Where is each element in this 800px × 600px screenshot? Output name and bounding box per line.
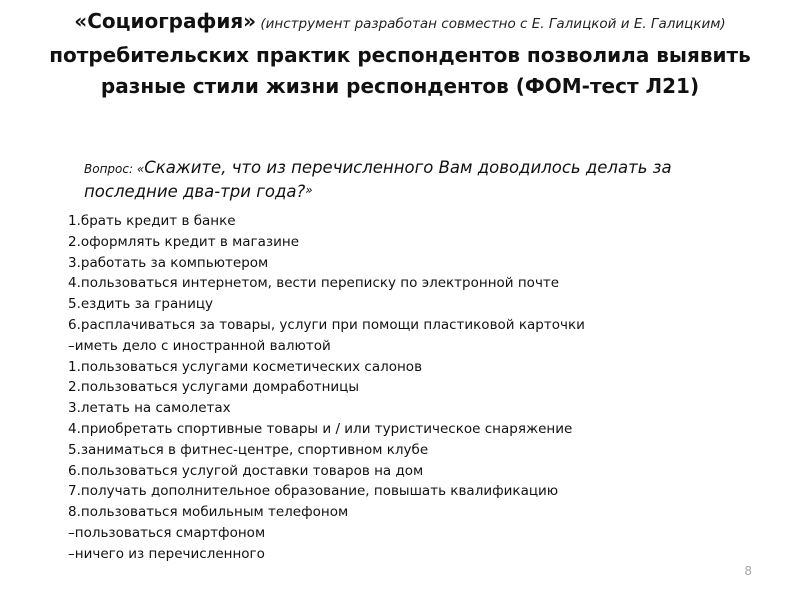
list-item: 4.приобретать спортивные товары и / или туристическое снаряжение bbox=[68, 420, 573, 437]
slide-title bbox=[30, 6, 770, 102]
title-rest: потребительских практик респондентов позволила выявить разные стили жизни респондентов (ФОМ-тест Л21) bbox=[49, 43, 751, 98]
question-quote-open: « bbox=[136, 162, 145, 176]
answer-options-list bbox=[68, 211, 768, 565]
list-item: 1.пользоваться услугами косметических салонов bbox=[68, 358, 423, 375]
list-item: 7.получать дополнительное образование, повышать квалификацию bbox=[68, 483, 559, 500]
list-item: 2.пользоваться услугами домработницы bbox=[68, 379, 360, 396]
list-item: 5.ездить за границу bbox=[68, 296, 214, 313]
question-block bbox=[84, 157, 744, 202]
question-quote-close: » bbox=[305, 183, 313, 197]
list-item: 3.летать на самолетах bbox=[68, 400, 231, 417]
list-item: 8.пользоваться мобильным телефоном bbox=[68, 504, 349, 521]
list-item: 6.расплачиваться за товары, услуги при помощи пластиковой карточки bbox=[68, 316, 585, 333]
title-main-part: «Социография» bbox=[74, 9, 257, 33]
list-item: –ничего из перечисленного bbox=[68, 545, 265, 562]
list-item: 5.заниматься в фитнес-центре, спортивном клубе bbox=[68, 441, 429, 458]
page-number: 8 bbox=[744, 564, 752, 578]
title-parenthetical: (инструмент разработан совместно с Е. Галицкой и Е. Галицким) bbox=[256, 16, 726, 32]
list-item: 3.работать за компьютером bbox=[68, 254, 269, 271]
list-item: 2.оформлять кредит в магазине bbox=[68, 233, 300, 250]
list-item: 4.пользоваться интернетом, вести переписку по электронной почте bbox=[68, 275, 560, 292]
list-item: 6.пользоваться услугой доставки товаров на дом bbox=[68, 462, 424, 479]
list-item: –иметь дело с иностранной валютой bbox=[68, 337, 331, 354]
list-item: 1.брать кредит в банке bbox=[68, 213, 236, 229]
question-label: Вопрос: bbox=[84, 162, 137, 176]
question-text: Скажите, что из перечисленного Вам доводилось делать за последние два-три года? bbox=[84, 158, 672, 201]
list-item: –пользоваться смартфоном bbox=[68, 524, 266, 541]
